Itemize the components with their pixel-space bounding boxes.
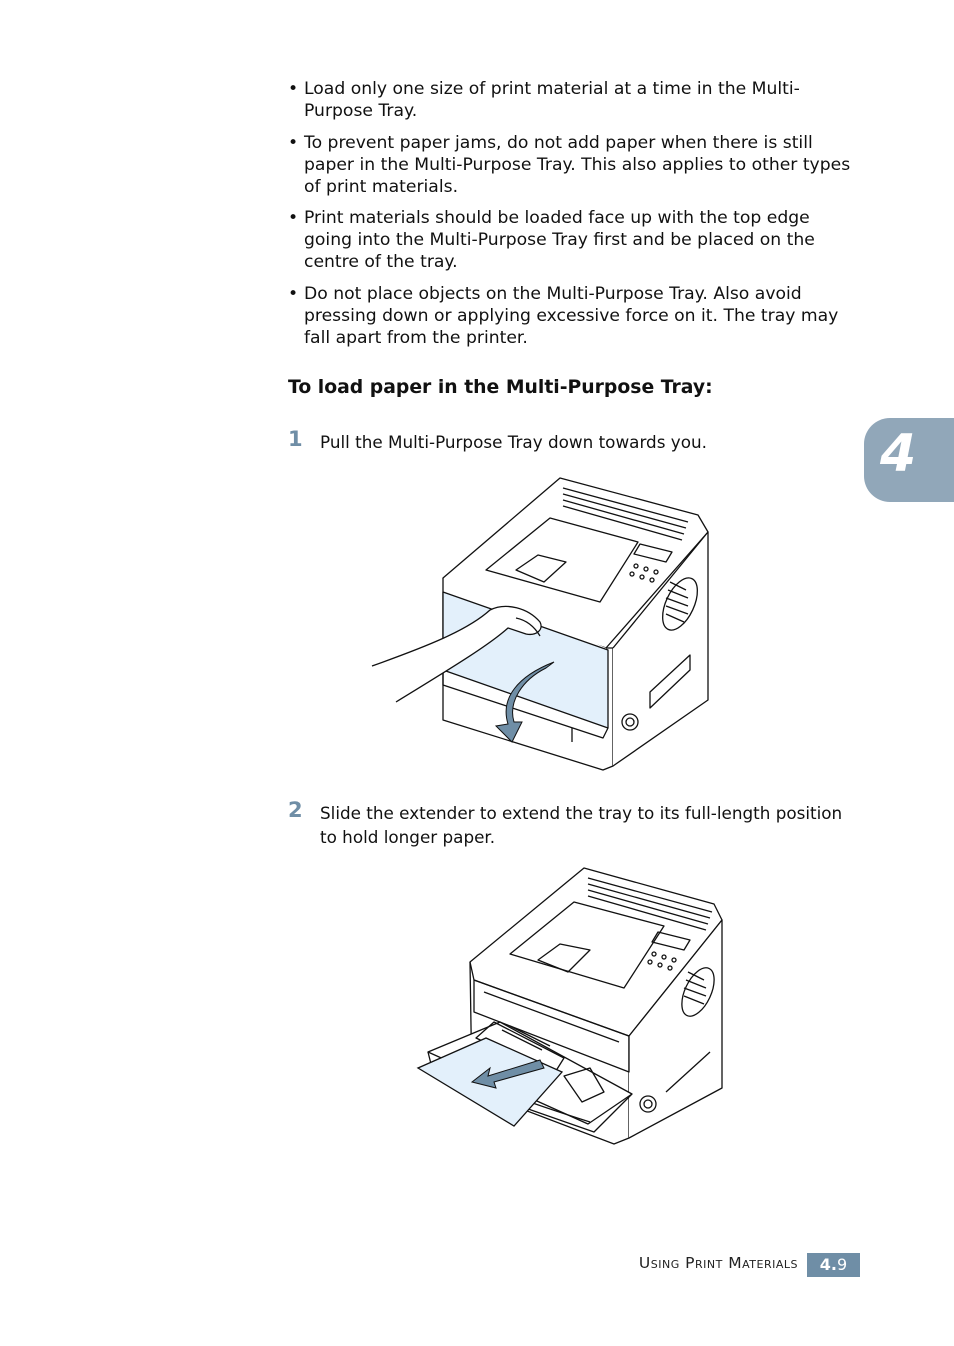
page-number: 9 [837, 1255, 848, 1274]
bullet-item: • Print materials should be loaded face up with the top edge going into the Multi-Purpose Tray first and be placed on the centre of the tray. [288, 208, 815, 272]
step-1 [288, 427, 848, 455]
step-number: 2 [288, 798, 303, 822]
bullet-item: • Load only one size of print material at a time in the Multi-Purpose Tray. [288, 79, 800, 121]
tray-extender-illustration [414, 862, 726, 1152]
bullet-item: • Do not place objects on the Multi-Purpose Tray. Also avoid pressing down or applying excessive force on it. The tray may fall apart from the printer. [288, 283, 839, 348]
section-heading: To load paper in the Multi-Purpose Tray: [288, 377, 713, 398]
chapter-tab [864, 418, 954, 502]
step-2 [288, 798, 848, 849]
printer-tray-pull-illustration [368, 470, 713, 775]
step-number: 1 [288, 427, 303, 451]
footer-section-title: Using Print Materials [638, 1254, 798, 1272]
step-text: Slide the extender to extend the tray to its full-length position to hold longer paper. [320, 803, 843, 847]
chapter-number: 4 [880, 424, 917, 484]
page-number-box [807, 1253, 860, 1277]
bullet-item: • To prevent paper jams, do not add paper when there is still paper in the Multi-Purpose Tray. This also applies to other types of print materials. [288, 132, 851, 197]
step-text: Pull the Multi-Purpose Tray down towards you. [320, 432, 707, 452]
chapter-prefix: 4. [819, 1255, 838, 1274]
bullet-list [288, 78, 854, 358]
